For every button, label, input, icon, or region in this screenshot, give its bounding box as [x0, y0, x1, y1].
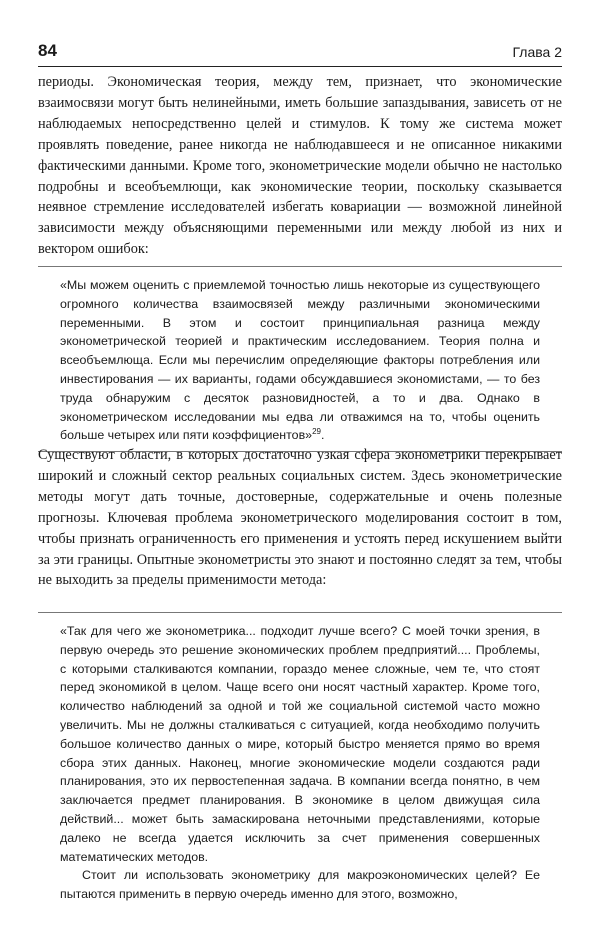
quote-1-end: . — [320, 428, 325, 443]
footnote-marker: 29 — [312, 427, 321, 437]
paragraph-2: Существуют области, в которых достаточно узкая сфера эконометрики перекрывает широкий и сложный сектор реальных социальных систем. Здесь эконометрические методы могут дать точные, достоверные, содержательные и очень полезные прогнозы. Ключевая проблема эконометрического моделирования состоит в том, чтобы признать ограниченность его применения и устоять перед искушением выйти за эти границы. Опытные эконометристы это знают и постоянно следят за тем, чтобы не выходить за пределы применимости метода: — [38, 447, 562, 589]
page-header — [38, 40, 562, 67]
quote-1-body: «Мы можем оценить с приемлемой точностью лишь некоторые из существующего огромного количества взаимосвязей между различными экономическими переменными. В этом и состоит принципиальная разница между эконометрической теорией и практическим исследованием. Теория полна и всеобъемлюща. Если мы перечислим определяющие факторы потребления или инвестирования — их варианты, годами обсуждавшиеся экономистами, — то без труда обнаружим с десяток разновидностей, а то и два. Однако в эконометрическом исследовании мы едва ли отважимся на то, чтобы оценить больше четырех или пяти коэффициентов» — [60, 278, 540, 443]
chapter-title: Глава 2 — [512, 44, 562, 60]
quote-block-2 — [38, 612, 562, 910]
quote-1-text — [60, 276, 540, 445]
quote-2-paragraph-1: «Так для чего же эконометрика... подходит лучше всего? С моей точки зрения, в первую очередь это решение экономических проблем предприятий.... Проблемы, с которыми сталкиваются компании, гораздо менее сложные, чем те, что стоят перед экономикой в целом. Чаще всего они носят частный характер. Кроме того, количество наблюдений за одной и той же социальной системой часто можно увеличить. Мы не должны сталкиваться с ситуацией, когда необходимо получить большое количество данных о мире, который быстро меняется прямо во время сбора этих данных. Наконец, многие экономические модели создаются ради планирования, это их первостепенная задача. В компании всегда понятно, в чем заключается предмет планирования. В экономике в целом движущая сила действий... может быть замаскирована неточными представлениями, которые далеко не всегда удается исключить за счет применения совершенных математических методов. — [60, 624, 540, 864]
quote-2-paragraph-2: Стоит ли использовать эконометрику для макроэкономических целей? Ее пытаются применить в первую очередь именно для этого, возможно, — [60, 868, 540, 902]
page-number: 84 — [38, 41, 57, 60]
paragraph-1: периоды. Экономическая теория, между тем, признает, что экономические взаимосвязи могут быть нелинейными, иметь большие запаздывания, зависеть от не наблюдаемых непосредственно целей и стимулов. К тому же система может проявлять поведение, ранее никогда не наблюдавшееся и не описанное никакими фактическими данными. Кроме того, эконометрические модели обычно не настолько подробны и всеобъемлющи, как экономические теории, поскольку сказывается неявное стремление исследователей избегать ковариации — возможной линейной зависимости между объясняющими переменными или между любой из них и вектором ошибок: — [38, 74, 562, 258]
quote-block-1 — [38, 266, 562, 452]
